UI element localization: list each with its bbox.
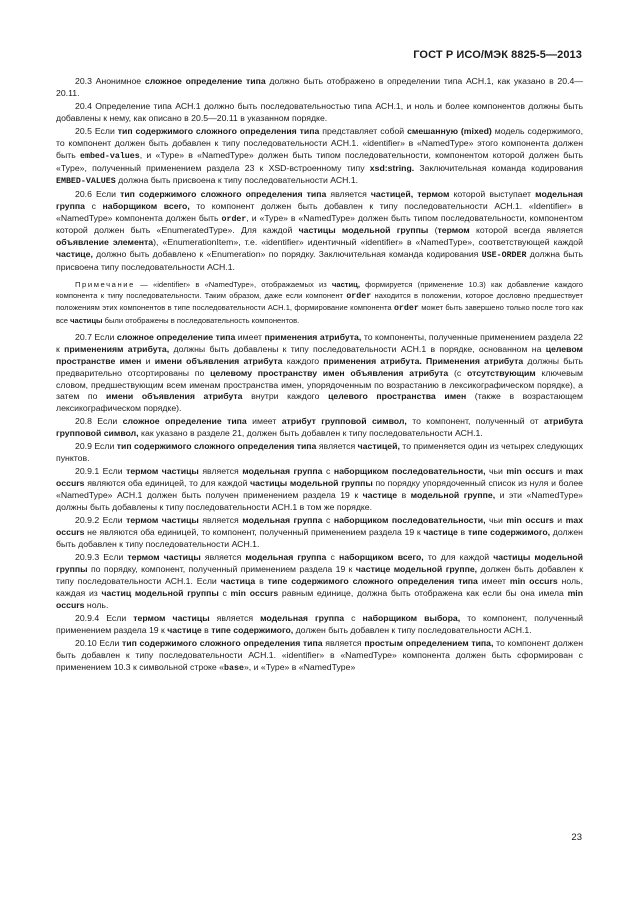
text-run: по порядку упорядоченный список из нуля и более «NamedType» АСН.1 должен быть получен применением раздела 19 к (56, 478, 583, 501)
bold-term: наборщиком последовательности, (333, 515, 486, 526)
text-run: 20.9 Если (75, 441, 117, 452)
bold-term: простым определением типа, (364, 637, 494, 648)
text-run: (также в возрастающем лексикографическом порядке). (56, 391, 583, 414)
text-run: ключевым словом, предшествующим всем именам пространства имен, упорядоченным по возрастанию в лексикографическом порядке), а затем по (56, 367, 583, 402)
text-run: в (255, 575, 268, 586)
text-run: и эти «NamedType» должны быть добавлены к типу последовательности АСН.1 в том же порядке. (56, 490, 583, 513)
bold-term: max occurs (56, 515, 584, 538)
bold-term: частица (220, 575, 256, 586)
text-run: должен быть добавлен к типу последовательности АСН.1. (293, 624, 532, 635)
clause-paragraph (56, 189, 583, 274)
bold-term: тип содержимого сложного определения типа (117, 126, 320, 136)
bold-term: частицы модельной группы (250, 478, 373, 489)
text-run: 20.7 Если (75, 331, 117, 342)
text-run: 20.5 Если (75, 126, 118, 136)
text-run: является (200, 552, 246, 563)
bold-term: термом частицы (126, 515, 199, 526)
text-run: ), «EnumerationItem», т.е. «identifier» идентичный «identifier» в «NamedType», соответствующей каждой (153, 237, 583, 248)
text-run: является (326, 188, 371, 199)
text-run: чьи (485, 466, 507, 477)
bold-term: частицы модельной группы (298, 225, 429, 236)
bold-term: min occurs (506, 466, 554, 477)
code-term: EMBED-VALUES (56, 176, 116, 186)
standard-header: ГОСТ Р ИСО/МЭК 8825-5—2013 (413, 49, 582, 61)
text-run: формируется (применение 10.3) как добавление каждого компонента к типу последовательности. Таким образом, даже если компонент (56, 280, 584, 301)
bold-term: атрибут групповой символ, (281, 416, 407, 427)
bold-term: объявление элемента (56, 237, 154, 248)
bold-term: модельная группа (56, 188, 583, 211)
text-run: (с (448, 367, 468, 378)
bold-term: наборщиком последовательности, (333, 466, 486, 477)
text-run: внутри каждого (242, 391, 329, 402)
page-number: 23 (571, 832, 582, 843)
note-paragraph (56, 279, 583, 326)
bold-term: тип содержимого сложного определения типа (122, 637, 323, 648)
text-run: каждого (282, 355, 324, 366)
text-run: с (84, 200, 103, 211)
bold-term: термом частицы (127, 552, 201, 563)
bold-term: min occurs (230, 587, 279, 598)
bold-term: модельная группа (242, 466, 323, 477)
text-run: с (218, 587, 231, 598)
text-run: то применяется один из четырех следующих пунктов. (56, 441, 584, 464)
text-run: , и «Type» в «NamedType» должен быть типом последовательности, компонентом которой должен быть «Type», полученный применением раздела 23 к XSD-встроенному типу (56, 149, 584, 173)
bold-term: частице (423, 527, 458, 538)
bold-term: имени объявления атрибута (154, 355, 283, 366)
text-run: то компонент, полученный применением раздела 19 к (56, 612, 583, 635)
bold-term: частицей, (357, 441, 400, 452)
text-run: по порядку, компонент, полученный применением раздела 19 к (87, 564, 356, 575)
bold-term: наборщиком всего, (102, 200, 190, 211)
text-run: должно быть добавлено к «Enumeration» по порядку. Заключительная команда кодирования (92, 249, 482, 260)
clause-paragraph (56, 126, 583, 188)
bold-term: частице, (56, 249, 93, 260)
bold-term: целевого пространства имен (328, 391, 467, 402)
text-run: », и «Type» в «NamedType» (243, 661, 356, 672)
bold-term: модельная группа (245, 552, 327, 563)
code-term: order (393, 304, 419, 314)
text-run: 20.9.1 Если (75, 466, 127, 477)
clause-paragraph (56, 441, 583, 465)
text-run: то компоненты, полученные применением раздела 22 к (56, 331, 583, 354)
document-body (56, 76, 583, 676)
text-run: имеет (477, 575, 510, 586)
text-run: 20.9.2 Если (75, 515, 127, 526)
bold-term: типе содержимого, (211, 624, 294, 635)
text-run: чьи (485, 515, 507, 526)
text-run: то компонент должен быть добавлен к типу последовательности АСН.1. «identifier» в «NamedType» компонента должен быть сформирован с применением 10.3 к символьной строке « (56, 637, 583, 672)
bold-term: отсутствующим (467, 367, 536, 378)
text-run: то для каждой (423, 552, 494, 563)
bold-term: термом частицы (126, 466, 199, 477)
text-run: модель содержимого, то компонент должен быть добавлен к типу последовательности АСН.1. «identifier» в «NamedType» этого компонента должен быть (56, 126, 583, 160)
text-run: в (457, 527, 468, 538)
text-run: с (326, 552, 339, 563)
text-run: является (198, 515, 243, 526)
text-run: являются оба единицей, то для каждой (84, 478, 251, 489)
text-run: 20.10 Если (75, 637, 123, 648)
bold-term: применения атрибута. Применения атрибута (323, 355, 524, 366)
clause-paragraph (56, 332, 583, 415)
bold-term: min occurs (509, 575, 558, 586)
text-run: которой выступает (449, 188, 536, 199)
text-run: то компонент должен быть добавлен к типу последовательности АСН.1. «Identifier» в «NamedType» компонента должен быть (56, 200, 583, 223)
text-run: — «identifier» в «NamedType», отображаемых из (134, 280, 332, 290)
text-run: и (553, 466, 566, 477)
bold-term: термом (437, 225, 470, 236)
bold-term: типе содержимого, (467, 527, 551, 538)
text-run: были отображены в последовательность компонентов. (102, 315, 300, 325)
text-run: 20.9.4 Если (75, 612, 134, 623)
text-run: , и «Type» в «NamedType» должен быть типом последовательности, компонентом которой должен быть «EnumeratedType». Для каждой (56, 212, 584, 236)
clause-paragraph (56, 515, 583, 551)
clause-paragraph (56, 613, 583, 637)
text-run: которой всегда является (469, 225, 583, 236)
text-run: ( (428, 225, 438, 236)
text-run: должны быть предварительно отсортированы по (56, 355, 583, 378)
clause-paragraph (56, 638, 583, 675)
bold-term: смешанную (mixed) (407, 126, 492, 136)
text-run: с (344, 612, 363, 623)
text-run: равным единице, должна быть отображена как если бы она имела (278, 587, 568, 598)
text-run: является (322, 637, 365, 648)
text-run: является (209, 612, 261, 623)
text-run: Заключительная команда кодирования (414, 162, 584, 173)
text-run: и (141, 355, 155, 366)
code-term: USE-ORDER (481, 251, 527, 261)
bold-term: частицы модельной группы (56, 552, 583, 575)
bold-term: целевом пространстве имен (56, 343, 583, 366)
text-run: находится в положении, которое дословно предшествует положениям этих компонентов в типе последовательности АСН.1, формирование компонента (56, 291, 583, 313)
text-run: с (322, 466, 334, 477)
bold-term: атрибута групповой символ, (56, 416, 583, 439)
bold-term: целевому пространству имен объявления атрибута (210, 367, 449, 378)
text-run: с (322, 515, 334, 526)
bold-term: наборщиком всего, (338, 552, 424, 563)
bold-term: сложное определение типа (116, 331, 236, 342)
bold-term: частице (362, 490, 398, 501)
clause-paragraph (56, 466, 583, 514)
bold-term: применения атрибута, (264, 331, 362, 342)
text-run: не являются оба единицей, то компонент, полученный применением раздела 19 к (84, 527, 424, 538)
text-run: имеет (235, 331, 265, 342)
code-term: base (224, 663, 244, 673)
bold-term: xsd:string. (369, 162, 415, 173)
clause-paragraph (56, 76, 583, 100)
text-run: должна быть присвоена к типу последовательности АСН.1. (115, 174, 359, 185)
bold-term: модельная группа (260, 612, 345, 623)
text-run: должна быть присвоена типу последовательности АСН.1. (56, 249, 583, 273)
text-run: должно быть отображено в определении типа АСН.1, как указано в 20.4—20.11. (56, 76, 583, 98)
text-run: имеет (246, 416, 282, 427)
text-run: 20.8 Если (75, 416, 123, 427)
text-run: то компонент, полученный от (406, 416, 544, 427)
text-run: 20.9.3 Если (75, 552, 128, 563)
code-term: embed-values (80, 151, 140, 161)
bold-term: частице модельной группе, (355, 564, 478, 575)
bold-term: min occurs (56, 587, 584, 610)
bold-term: термом частицы (133, 612, 210, 623)
bold-term: модельной группе, (410, 490, 496, 501)
text-run: должен быть добавлен к типу последовательности АСН.1. Если (56, 564, 583, 586)
text-run: представляет собой (319, 126, 408, 136)
text-run: и (553, 515, 566, 526)
text-run: ноль. (84, 599, 109, 610)
text-run: 20.3 Анонимное (75, 76, 145, 86)
bold-term: тип содержимого сложного определения типа (120, 188, 327, 199)
clause-paragraph (56, 101, 583, 125)
text-run: как указано в разделе 21, должен быть добавлен к типу последовательности АСН.1. (138, 428, 483, 439)
bold-term: сложное определение типа (144, 76, 266, 86)
bold-term: применениям атрибута, (64, 343, 170, 354)
bold-term: max occurs (56, 466, 584, 489)
text-run: является (198, 466, 243, 477)
bold-term: типе содержимого сложного определения типа (267, 575, 478, 586)
clause-paragraph (56, 552, 583, 612)
bold-term: частицей, термом (370, 188, 450, 199)
text-run: 20.4 Определение типа АСН.1 должно быть последовательностью типа АСН.1, и ноль и более компонентов должны быть добавлены к нему, как описано в 20.5—20.11 в указанном порядке. (56, 101, 583, 123)
text-run: в (397, 490, 411, 501)
bold-term: наборщиком выбора, (362, 612, 461, 623)
bold-term: сложное определение типа (122, 416, 247, 427)
bold-term: имени объявления атрибута (106, 391, 243, 402)
text-run: может быть завершено только после того как все (56, 303, 583, 325)
code-term: order (221, 214, 247, 224)
bold-term: модельная группа (242, 515, 323, 526)
bold-term: частиц, (331, 280, 360, 290)
bold-term: тип содержимого сложного определения типа (116, 441, 317, 452)
bold-term: min occurs (506, 515, 554, 526)
text-run: должны быть добавлены к типу последовательности АСН.1 в порядке, основанном на (169, 343, 546, 354)
clause-paragraph (56, 416, 583, 440)
text-run: в (201, 624, 212, 635)
text-run: является (316, 441, 358, 452)
bold-term: частице (167, 624, 202, 635)
text-run: 20.6 Если (75, 188, 121, 199)
text-run: Примечание (75, 280, 135, 290)
bold-term: частиц модельной группы (101, 587, 219, 598)
text-run: должен быть добавлен к типу последовательности АСН.1. (56, 527, 583, 550)
code-term: order (346, 292, 372, 302)
bold-term: частицы (70, 315, 103, 325)
text-run: ноль, каждая из (56, 575, 583, 598)
